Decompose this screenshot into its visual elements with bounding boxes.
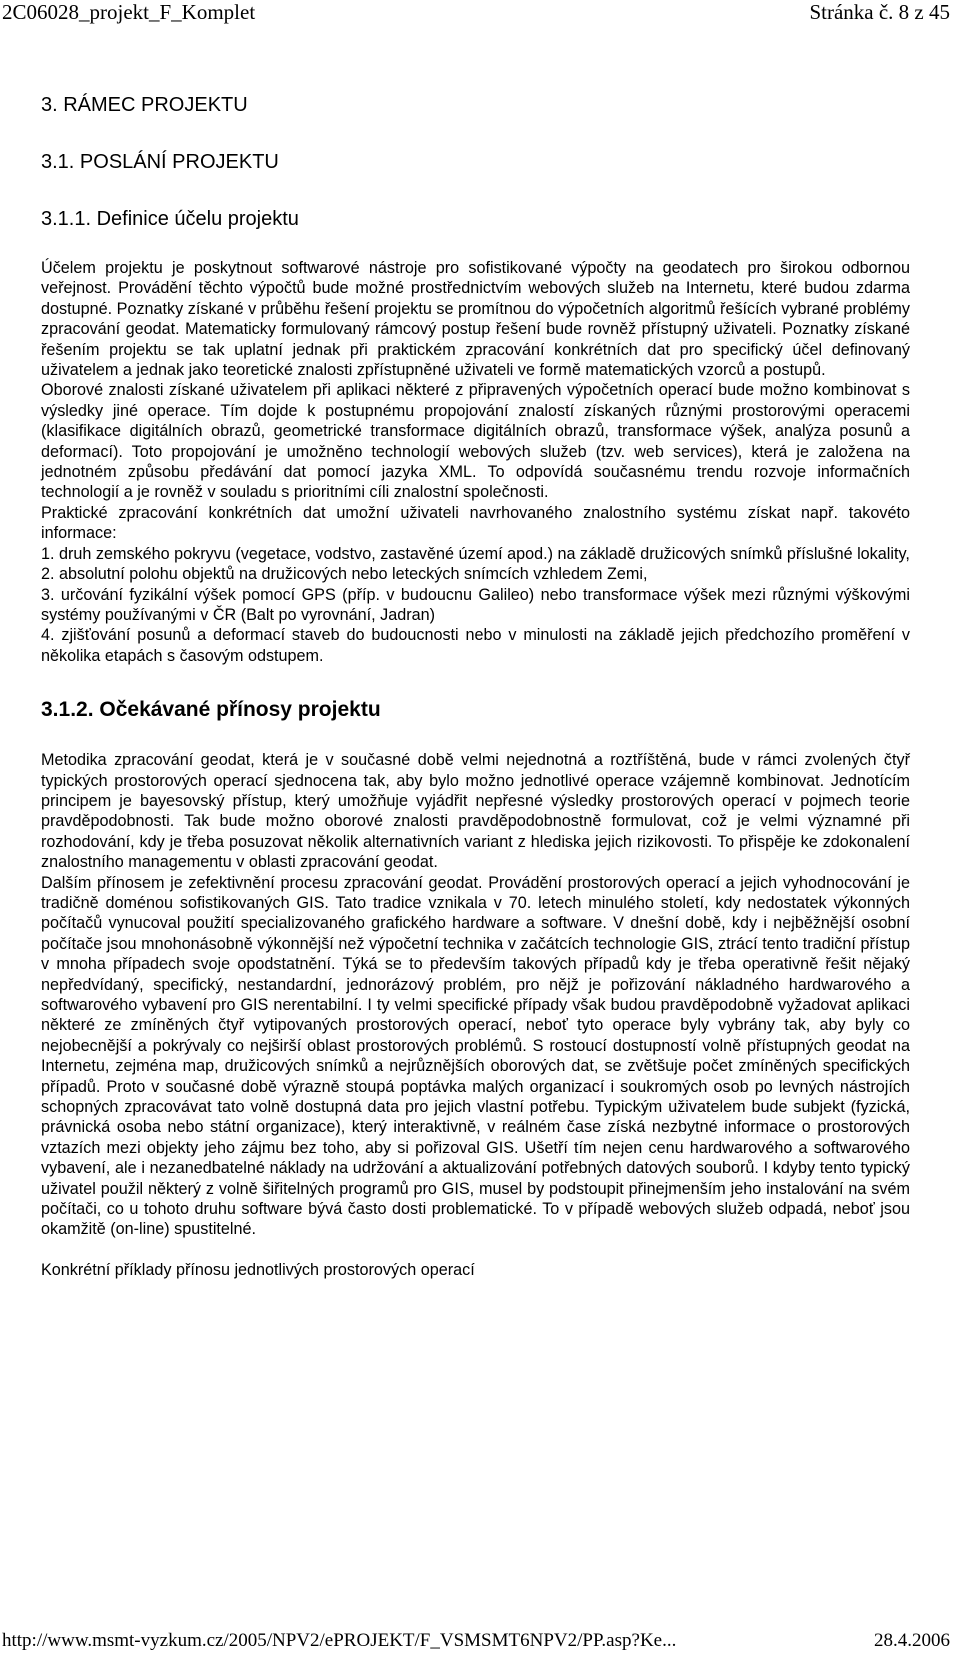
subsection-heading-purpose: 3.1.1. Definice účelu projektu — [41, 208, 299, 230]
page-header — [0, 0, 960, 30]
paragraph: Praktické zpracování konkrétních dat umožní uživateli navrhovaného znalostního systému získat např. takovéto informace: — [41, 503, 910, 543]
chapter-heading: 3. RÁMEC PROJEKTU — [41, 94, 248, 116]
purpose-text — [41, 258, 910, 666]
list-item: 3. určování fyzikální výšek pomocí GPS (příp. v budoucnu Galileo) nebo transformace výšek mezi různými výškovými systémy používanými v ČR (Balt po vyrovnání, Jadran) — [41, 585, 910, 624]
benefits-text — [41, 750, 910, 1280]
paragraph: Oborové znalosti získané uživatelem při aplikaci některé z připravených výpočetních operací bude možno kombinovat s výsledky jiné operace. Tím dojde k postupnému propojování znalostí získaných různými prostorovými operacemi (klasifikace digitálních obrazů, geometrické transformace digitálních obrazů, transformace výšek, analýza posunů a deformací). Toto propojování je umožněno technologií webových služeb (tzv. web services), která je založena na jednotném způsobu předávání dat pomocí jazyka XML. To odpovídá současnému trendu rozvoje informačních technologií a je rovněž v souladu s prioritními cíli znalostní společnosti. — [41, 381, 910, 502]
paragraph: Konkrétní příklady přínosu jednotlivých prostorových operací — [41, 1260, 475, 1279]
page-footer — [0, 1624, 960, 1654]
page-number: Stránka č. 8 z 45 — [809, 0, 950, 24]
document-name: 2C06028_projekt_F_Komplet — [2, 0, 256, 24]
list-item: 2. absolutní polohu objektů na družicových nebo leteckých snímcích vzhledem Zemi, — [41, 565, 648, 584]
section-heading: 3.1. POSLÁNÍ PROJEKTU — [41, 151, 279, 173]
paragraph: Dalším přínosem je zefektivnění procesu zpracování geodat. Provádění prostorových operací a jejich vyhodnocování je tradičně doménou sofistikovaných GIS. Tato tradice vznikala v 70. letech minulého století, kdy nedostatek výkonných počítačů vynucoval použití specializovaného grafického hardware a software. V dnešní době, kdy i nejběžnější osobní počítače jsou mnohonásobně výkonnější než výpočetní technika v začátcích technologie GIS, ztrácí tento tradiční přístup v mnoha případech svoje opodstatnění. Týká se to především takových případů kdy je třeba operativně řešit nějaký nepředvídaný, specifický, nestandardní, jednorázový problém, pro nějž je pořizování nákladného hardwarového a softwarového vybavení pro GIS nerentabilní. I ty velmi specifické případy však budou pravděpodobně vyžadovat aplikaci některé ze zmíněných čtyř vytipovaných prostorových operací, neboť tyto operace byly vybrány tak, aby byly co nejobecnější a pokrývaly co nejširší oblast prostorových problémů. S rostoucí dostupností volně přístupných geodat na Internetu, zejména map, družicových snímků a nejrůznějších oborových dat, se zvětšuje počet zmíněných specifických případů. Proto v současné době výrazně stoupá poptávka malých organizací i soukromých osob po levných nástrojích schopných zpracovávat tato volně dostupná data pro jejich vlastní potřebu. Typickým uživatelem bude subjekt (fyzická, právnická osoba nebo státní organizace), který interaktivně, v reálném čase získá nezbytné informace o prostorových vztazích mezi objekty jeho zájmu bez toho, aby si pořizoval GIS. Ušetří tím nejen cenu hardwarového a softwarového vybavení, ale i nezanedbatelné náklady na udržování a aktualizování potřebných datových souborů. I kdyby tento typický uživatel použil některý z volně šiřitelných programů pro GIS, musel by podstoupit přinejmenším jeho instalování na svém počítači, co u tohoto druhu software bývá často dosti problematické. To v případě webových služeb odpadá, neboť jsou okamžitě (on-line) spustitelné. — [41, 873, 910, 1239]
print-date: 28.4.2006 — [874, 1630, 950, 1651]
paragraph: Metodika zpracování geodat, která je v současné době velmi nejednotná a roztříštěná, bude v rámci zvolených čtyř typických prostorových operací sjednocena tak, aby bylo možno jednotlivé operace vzájemně kombinovat. Jednotícím principem je bayesovský přístup, který umožňuje vyjádřit nepřesné výsledky prostorových operací v pojmech teorie pravděpodobnosti. Tak bude možno oborové znalosti pravděpodobnostně formulovat, což je velmi významné při rozhodování, kdy je třeba posuzovat několik alternativních variant z hlediska jejich rizikovosti. To přispěje ke zdokonalení znalostního managementu v oblasti zpracování geodat. — [41, 751, 910, 872]
list-item: 1. druh zemského pokryvu (vegetace, vodstvo, zastavěné území apod.) na základě družicových snímků příslušné lokality, — [41, 544, 910, 563]
list-item: 4. zjišťování posunů a deformací staveb do budoucnosti nebo v minulosti na základě jejich předchozího proměření v několika etapách s časovým odstupem. — [41, 626, 910, 665]
subsection-heading-benefits: 3.1.2. Očekávané přínosy projektu — [41, 698, 381, 722]
source-url: http://www.msmt-vyzkum.cz/2005/NPV2/ePROJEKT/F_VSMSMT6NPV2/PP.asp?Ke... — [2, 1630, 677, 1651]
paragraph: Účelem projektu je poskytnout softwarové nástroje pro sofistikované výpočty na geodatech pro širokou odbornou veřejnost. Provádění těchto výpočtů bude možné prostřednictvím webových služeb na Internetu, které budou zdarma dostupné. Poznatky získané v průběhu řešení projektu se promítnou do výpočetních algoritmů řešících vybrané problémy zpracování geodat. Matematicky formulovaný rámcový postup řešení bude rovněž přístupný uživateli. Poznatky získané řešením projektu se tak uplatní jednak při praktickém zpracování konkrétních dat pro specifický účel definovaný uživatelem a jednak jako teoretické znalosti zpřístupněné uživateli ve formě matematických vzorců a postupů. — [41, 259, 910, 380]
document-body — [41, 93, 910, 1280]
